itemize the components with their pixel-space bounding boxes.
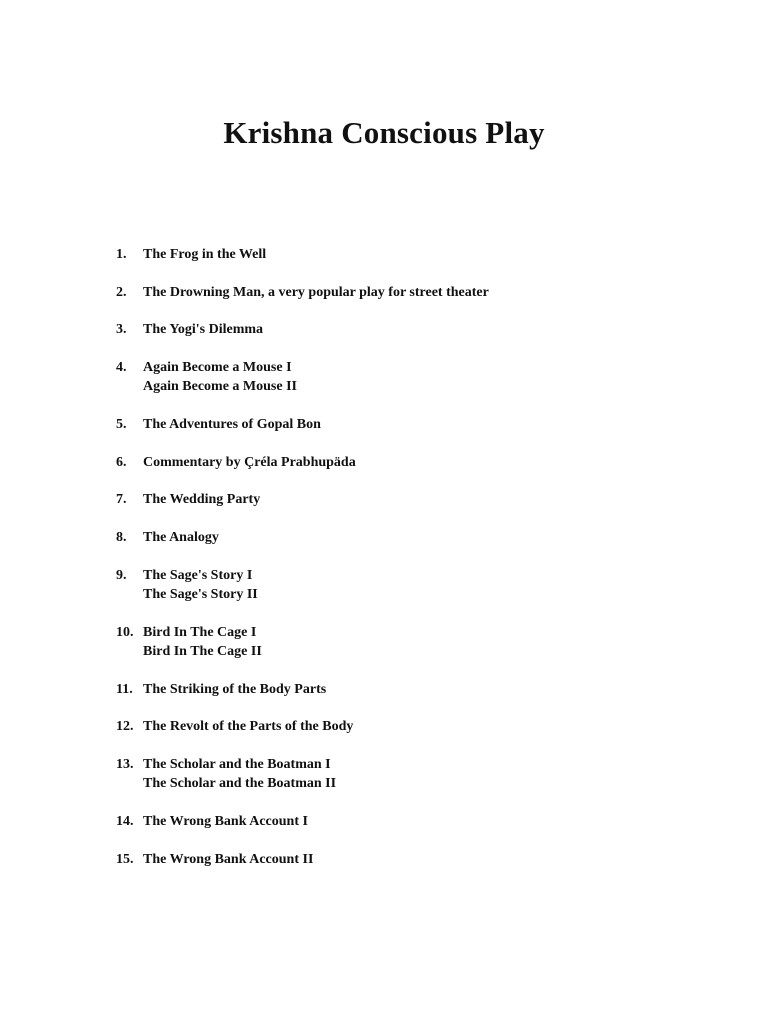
play-list [116,245,676,887]
item-title: The Sage's Story II [143,587,258,603]
item-number: 12. [116,719,134,735]
item-title: The Scholar and the Boatman II [143,776,337,792]
item-number: 15. [116,851,134,867]
list-item [116,283,676,302]
item-number: 9. [116,567,127,583]
list-item [116,358,676,396]
item-number: 6. [116,454,127,470]
item-title: The Yogi's Dilemma [143,322,264,338]
item-number: 4. [116,360,127,376]
item-number: 2. [116,284,127,300]
item-title: The Scholar and the Boatman I [143,757,331,773]
item-number: 14. [116,813,134,829]
list-item [116,680,676,699]
item-title: Bird In The Cage II [143,643,262,659]
item-title: The Adventures of Gopal Bon [143,417,321,433]
item-title: Again Become a Mouse I [143,360,292,376]
list-item [116,812,676,831]
list-item [116,717,676,736]
item-title: The Sage's Story I [143,567,253,583]
list-item [116,623,676,661]
item-number: 7. [116,492,127,508]
list-item [116,850,676,869]
item-title: Commentary by Çréla Prabhupäda [143,454,356,470]
item-title: The Drowning Man, a very popular play for street theater [143,284,489,300]
item-number: 8. [116,530,127,546]
item-title: Again Become a Mouse II [143,379,297,395]
item-number: 11. [116,681,133,697]
item-number: 13. [116,757,134,773]
list-item [116,490,676,509]
item-title: The Wrong Bank Account I [143,813,308,829]
list-item [116,755,676,793]
item-title: The Striking of the Body Parts [143,681,327,697]
list-item [116,566,676,604]
item-title: The Analogy [143,530,219,546]
item-number: 3. [116,322,127,338]
item-number: 1. [116,247,127,262]
list-item [116,415,676,434]
list-item [116,245,676,264]
item-title: The Wrong Bank Account II [143,851,314,867]
item-title: The Frog in the Well [143,247,267,262]
item-number: 10. [116,624,134,640]
item-title: Bird In The Cage I [143,624,257,640]
item-title: The Wedding Party [143,492,261,508]
page-title: Krishna Conscious Play [223,114,545,150]
list-item [116,453,676,472]
item-title: The Revolt of the Parts of the Body [143,719,354,735]
list-item [116,320,676,339]
item-number: 5. [116,417,127,433]
list-item [116,528,676,547]
